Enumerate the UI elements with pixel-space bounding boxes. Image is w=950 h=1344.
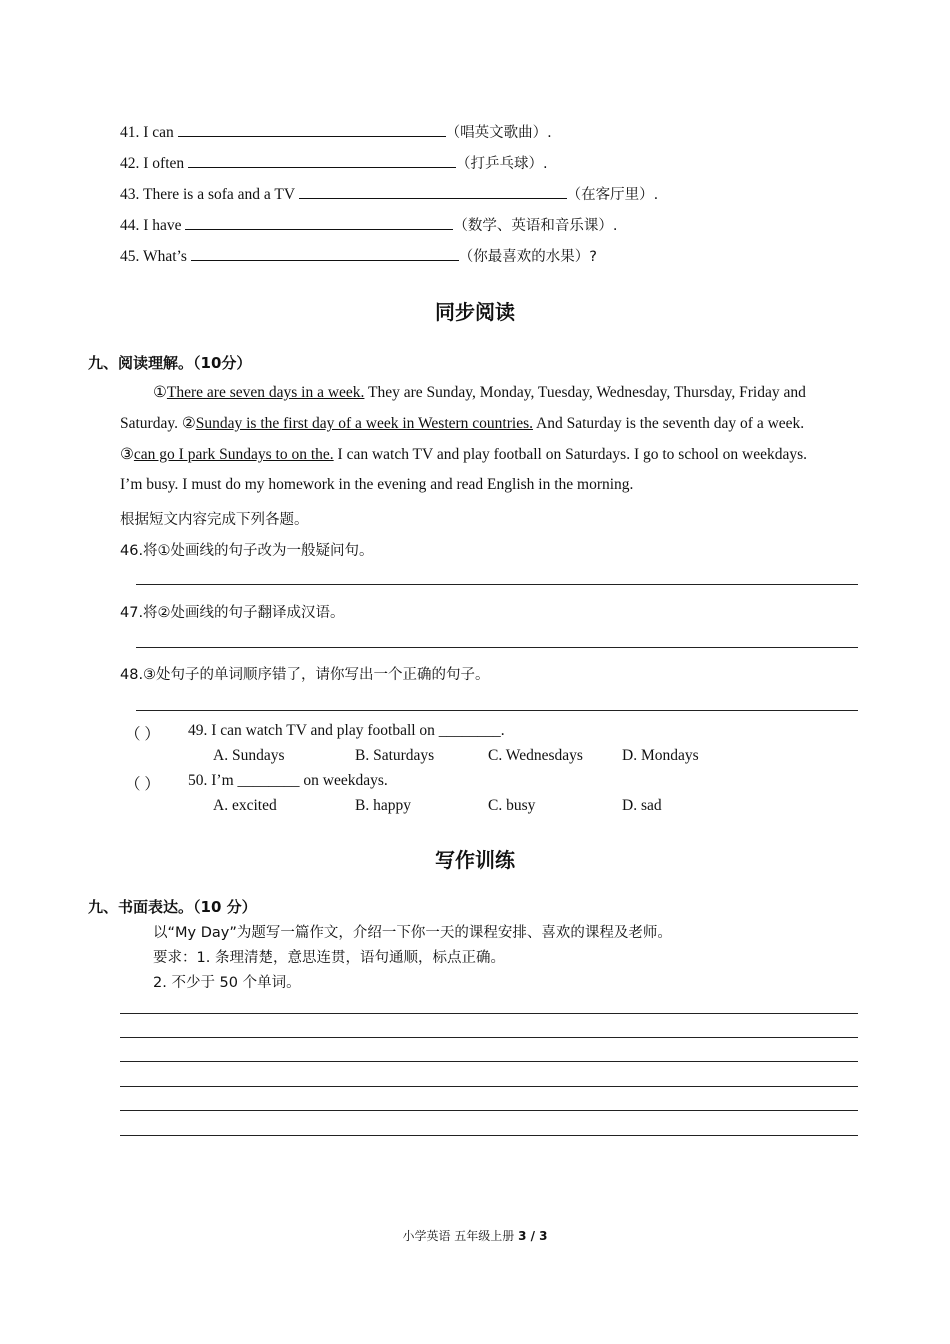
q50-option-b[interactable]: B. happy (355, 797, 411, 814)
answer-paren-49[interactable]: （ ） (125, 726, 160, 743)
writing-requirement-1: 要求：1. 条理清楚，意思连贯，语句通顺，标点正确。 (153, 950, 505, 966)
writing-line[interactable] (120, 1013, 858, 1014)
passage-line-2: Saturday. ②Sunday is the first day of a week in Western countries. And Saturday is the seventh day of a week. (120, 415, 805, 432)
question-48: 48.③处句子的单词顺序错了，请你写出一个正确的句子。 (120, 667, 490, 683)
q50-option-a[interactable]: A. excited (213, 797, 277, 814)
answer-blank-41[interactable] (178, 123, 446, 137)
writing-line[interactable] (120, 1037, 858, 1038)
page-number: 3 / 3 (518, 1229, 548, 1243)
q49-option-b[interactable]: B. Saturdays (355, 747, 435, 764)
question-49-stem: 49. I can watch TV and play football on ________. (188, 722, 505, 739)
item-41: 41. I can （唱英文歌曲）. (120, 124, 552, 141)
underlined-sentence-3: can go I park Sundays to on the. (133, 446, 334, 463)
passage-line-1: ①There are seven days in a week. They are Sunday, Monday, Tuesday, Wednesday, Thursday, Friday and (153, 384, 806, 401)
underlined-sentence-1: There are seven days in a week. (166, 384, 365, 401)
question-50-stem: 50. I’m ________ on weekdays. (188, 772, 388, 789)
question-46: 46.将①处画线的句子改为一般疑问句。 (120, 543, 374, 559)
writing-line[interactable] (120, 1086, 858, 1087)
answer-line-47[interactable] (136, 647, 858, 648)
writing-line[interactable] (120, 1061, 858, 1062)
reading-section-title: 九、阅读理解。（10分） (88, 354, 252, 372)
q49-option-d[interactable]: D. Mondays (622, 747, 699, 764)
q49-option-c[interactable]: C. Wednesdays (488, 747, 583, 764)
writing-line[interactable] (120, 1110, 858, 1111)
q49-option-a[interactable]: A. Sundays (213, 747, 285, 764)
item-44: 44. I have （数学、英语和音乐课）. (120, 217, 618, 234)
answer-line-46[interactable] (136, 584, 858, 585)
question-47: 47.将②处画线的句子翻译成汉语。 (120, 605, 345, 621)
answer-blank-43[interactable] (299, 185, 567, 199)
item-42: 42. I often （打乒乓球）. (120, 155, 548, 172)
answer-blank-42[interactable] (188, 154, 456, 168)
answer-blank-45[interactable] (191, 247, 459, 261)
underlined-sentence-2: Sunday is the first day of a week in Western countries. (195, 415, 533, 432)
item-45: 45. What’s （你最喜欢的水果）? (120, 248, 597, 265)
q50-option-c[interactable]: C. busy (488, 797, 536, 814)
answer-blank-44[interactable] (185, 216, 453, 230)
page-footer: 小学英语 五年级上册 3 / 3 (402, 1229, 548, 1243)
answer-paren-50[interactable]: （ ） (125, 776, 160, 793)
writing-prompt: 以“My Day”为题写一篇作文，介绍一下你一天的课程安排、喜欢的课程及老师。 (153, 925, 672, 941)
q50-option-d[interactable]: D. sad (622, 797, 662, 814)
passage-line-3: ③can go I park Sundays to on the. I can watch TV and play football on Saturdays. I go to school on weekdays. (120, 446, 808, 463)
writing-heading: 写作训练 (435, 848, 515, 872)
reading-heading: 同步阅读 (435, 300, 515, 324)
passage-line-4: I’m busy. I must do my homework in the evening and read English in the morning. (120, 476, 634, 493)
answer-line-48[interactable] (136, 710, 858, 711)
item-43: 43. There is a sofa and a TV （在客厅里）. (120, 186, 659, 203)
writing-line[interactable] (120, 1135, 858, 1136)
reading-instruction: 根据短文内容完成下列各题。 (120, 512, 309, 528)
writing-requirement-2: 2. 不少于 50 个单词。 (153, 975, 301, 991)
writing-section-title: 九、书面表达。（10 分） (88, 898, 257, 916)
